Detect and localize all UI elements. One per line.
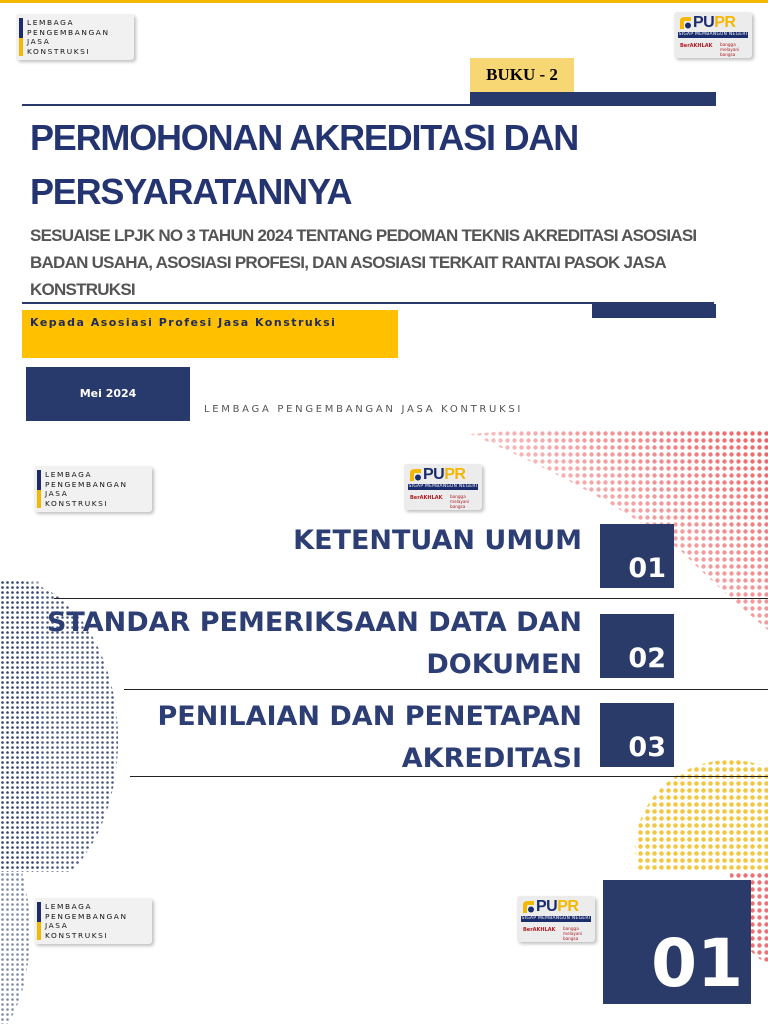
lpjk-logo: LEMBAGA PENGEMBANGAN JASA KONSTRUKSI [34,898,152,944]
contents-item-3-line-2: AKREDITASI [401,743,582,774]
contents-item-2-number-box[interactable] [600,614,674,678]
subtitle-line-3: KONSTRUKSI [30,280,135,299]
top-accent-line [0,0,768,3]
contents-item-3-title[interactable] [100,696,582,780]
cover-slide [0,0,768,430]
pupr-logo: PUPR SIGAP MEMBANGUN NEGERI BerAKHLAK bangga melayani bangsa [517,896,595,942]
contents-item-1-number-box[interactable] [600,524,674,588]
audience-band [22,310,398,358]
cover-title-line-1: PERMOHONAN AKREDITASI DAN [30,117,579,158]
contents-item-2-line-2: DOKUMEN [426,649,582,680]
section-number: 01 [651,925,743,1002]
audience-text: Kepada Asosiasi Profesi Jasa Konstruksi [30,316,337,329]
subtitle-line-2: BADAN USAHA, ASOSIASI PROFESI, DAN ASOSIASI TERKAIT RANTAI PASOK JASA [30,253,666,272]
subtitle-navy-bar [592,304,716,318]
contents-item-3-number: 03 [628,732,666,763]
subtitle-line-1: SESUAISE LPJK NO 3 TAHUN 2024 TENTANG PEDOMAN TEKNIS AKREDITASI ASOSIASI [30,226,697,245]
section-slide [0,872,768,1024]
book-label: BUKU - 2 [486,65,558,84]
contents-item-1-title[interactable] [100,520,582,562]
institution-text: LEMBAGA PENGEMBANGAN JASA KONTRUKSI [204,404,524,415]
contents-item-3-number-box[interactable] [600,703,674,767]
date-box [26,367,190,421]
contents-item-2-number: 02 [628,643,666,674]
lpjk-logo: LEMBAGA PENGEMBANGAN JASA KONSTRUKSI [34,466,152,512]
contents-divider-3 [130,776,768,777]
contents-item-1-line-1: KETENTUAN UMUM [293,525,582,556]
contents-item-3-line-1: PENILAIAN DAN PENETAPAN [157,701,582,732]
lpjk-logo: LEMBAGA PENGEMBANGAN JASA KONSTRUKSI [16,14,134,60]
date-text: Mei 2024 [79,387,137,400]
header-rule [22,104,472,106]
pupr-logo: PUPR SIGAP MEMBANGUN NEGERI BerAKHLAK bangga melayani bangsa [674,12,752,58]
contents-item-2-line-1: STANDAR PEMERIKSAAN DATA DAN [46,607,582,638]
book-label-box [470,58,574,92]
contents-item-2-title[interactable] [40,602,582,686]
section-number-box [603,880,751,1004]
contents-divider-2 [124,689,768,690]
cover-title-line-2: PERSYARATANNYA [30,171,352,212]
contents-slide [0,430,768,872]
header-navy-bar [470,92,716,106]
cover-subtitle [30,222,696,303]
contents-divider-1 [54,598,768,599]
pupr-logo: PUPR SIGAP MEMBANGUN NEGERI BerAKHLAK bangga melayani bangsa [404,464,482,510]
contents-item-1-number: 01 [628,553,666,584]
